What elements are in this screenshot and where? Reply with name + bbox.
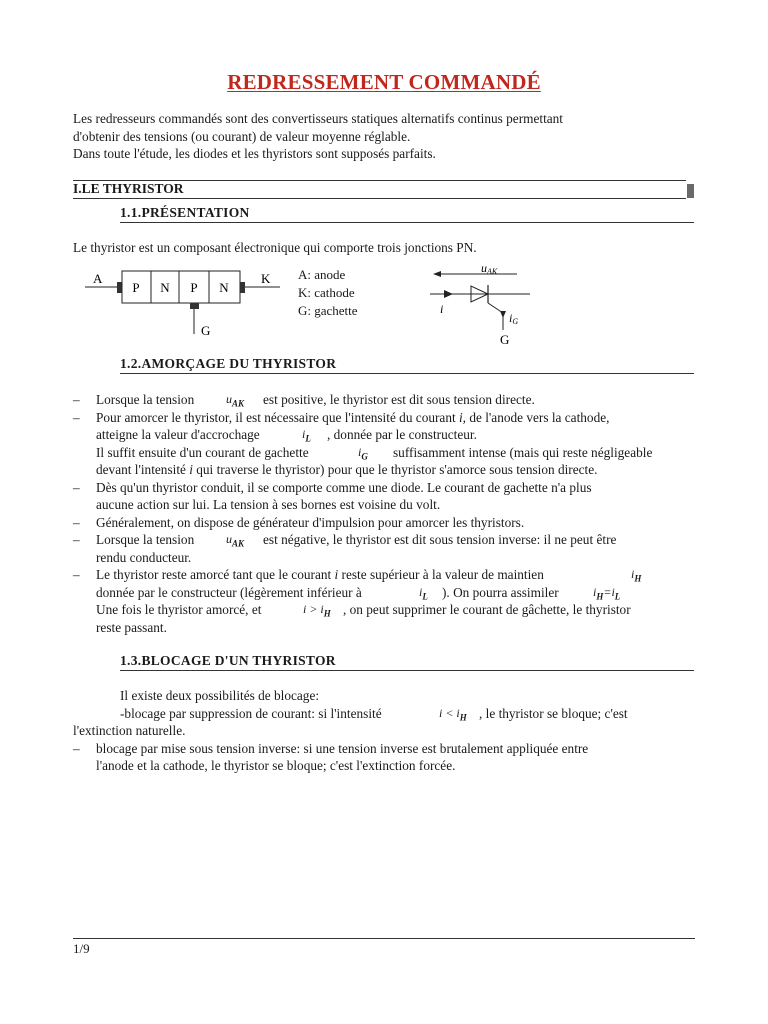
gate-label: G: [201, 323, 211, 338]
intro-line: Dans toute l'étude, les diodes et les thyristors sont supposés parfaits.: [73, 146, 436, 161]
page-number: 1/9: [73, 938, 695, 957]
cathode-contact: [240, 282, 245, 293]
layer-n1: N: [160, 280, 170, 295]
legend-gate: G: gachette: [298, 303, 358, 318]
page-title: REDRESSEMENT COMMANDÉ: [227, 70, 541, 94]
layer-p1: P: [132, 280, 140, 295]
anode-label: A: [93, 271, 103, 286]
gate-contact: [190, 303, 199, 309]
intro-line: Les redresseurs commandés sont des convertisseurs statiques alternatifs continus permettant: [73, 111, 564, 126]
gate-current-label: iG: [509, 311, 519, 326]
thyristor-symbol: [425, 258, 540, 350]
voltage-label: uAK: [481, 261, 498, 276]
legend-cathode: K: cathode: [298, 285, 355, 300]
intro-paragraph: [73, 110, 563, 163]
gate-arrow-icon: [500, 311, 506, 318]
subsection-heading-presentation: 1.1.PRÉSENTATION: [120, 205, 694, 223]
intro-line: d'obtenir des tensions (ou courant) de valeur moyenne réglable.: [73, 128, 411, 144]
pnpn-structure-diagram: [85, 262, 295, 342]
subsection-heading-blocage: 1.3.BLOCAGE D'UN THYRISTOR: [120, 653, 694, 671]
anode-contact: [117, 282, 122, 293]
terminal-legend: [298, 266, 358, 320]
presentation-text: Le thyristor est un composant électronique qui comporte trois jonctions PN.: [73, 240, 477, 255]
layer-n2: N: [219, 280, 229, 295]
section-heading-thyristor: I.LE THYRISTOR: [73, 180, 686, 199]
legend-anode: A: anode: [298, 267, 346, 282]
current-label: i: [440, 302, 444, 316]
cathode-label: K: [261, 271, 271, 286]
subsection-heading-amorcage: 1.2.AMORÇAGE DU THYRISTOR: [120, 356, 694, 374]
symbol-gate-label: G: [500, 332, 510, 347]
voltage-arrow-icon: [433, 271, 441, 277]
current-arrow-icon: [444, 290, 453, 298]
layer-p2: P: [190, 280, 198, 295]
heading-shadow: [687, 184, 694, 198]
